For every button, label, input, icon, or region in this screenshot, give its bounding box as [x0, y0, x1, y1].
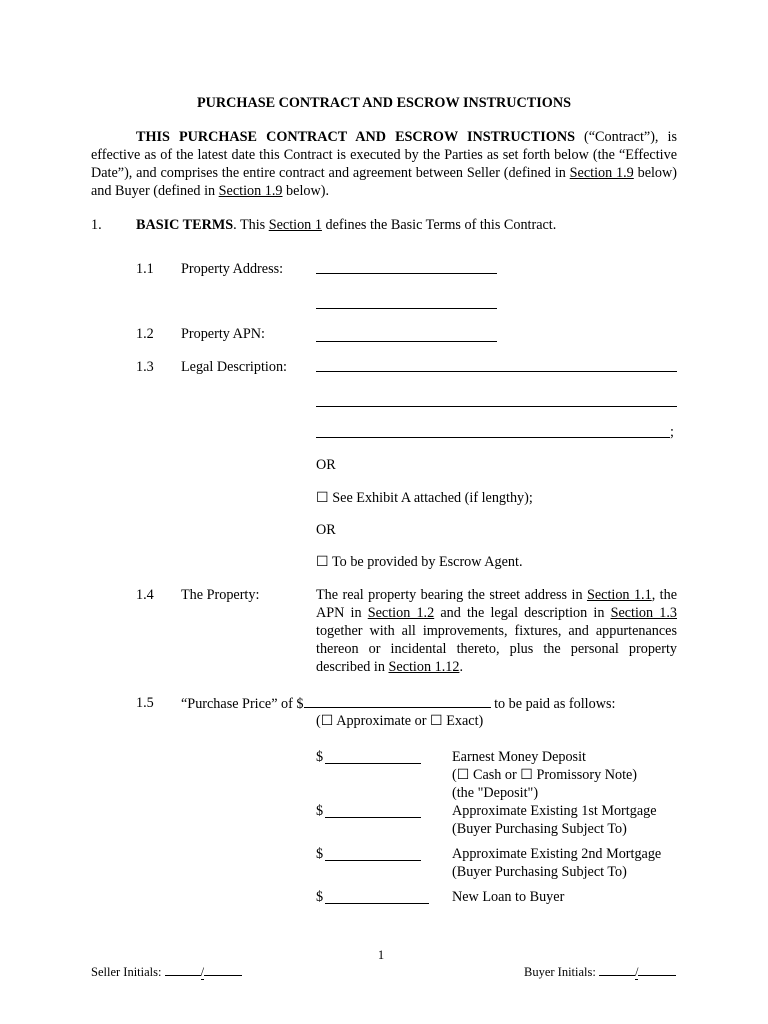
purchase-price-label: “Purchase Price” of $ — [181, 696, 304, 712]
payment-3-label-1: Approximate Existing 2nd Mortgage — [452, 846, 662, 862]
section-1-link[interactable]: Section 1 — [268, 217, 322, 233]
intro-link-section-1-9-a[interactable]: Section 1.9 — [569, 165, 634, 181]
seller-initials — [91, 962, 242, 981]
intro-paragraph — [91, 128, 677, 200]
item-1-4-label: The Property: — [181, 587, 260, 603]
property-link-section-1-12[interactable]: Section 1.12 — [388, 659, 460, 675]
buyer-initials-label: Buyer Initials: — [524, 965, 599, 979]
property-link-section-1-1[interactable]: Section 1.1 — [586, 587, 652, 603]
section-1-heading — [136, 216, 556, 234]
first-mortgage-amount-line[interactable] — [325, 817, 421, 818]
property-address-line-1[interactable] — [316, 273, 497, 274]
new-loan-amount-line[interactable] — [325, 903, 429, 904]
earnest-money-amount-line[interactable] — [325, 763, 421, 764]
payment-dollar-2: $ — [316, 803, 324, 819]
buyer-initials-blank-2[interactable] — [638, 962, 676, 976]
escrow-agent-checkbox-option[interactable]: ☐ To be provided by Escrow Agent. — [316, 554, 523, 570]
payment-3-label-2: (Buyer Purchasing Subject To) — [452, 864, 627, 880]
item-1-4-number: 1.4 — [136, 587, 154, 603]
or-label-2: OR — [316, 522, 336, 538]
seller-initials-blank-2[interactable] — [204, 962, 242, 976]
purchase-price-options[interactable]: (☐ Approximate or ☐ Exact) — [316, 713, 484, 729]
legal-description-line-3[interactable] — [316, 437, 670, 438]
property-text-4: together with all improvements, fixtures, and appurtenances thereon or incidental thereto, plus the personal property described in — [316, 623, 677, 675]
intro-bold: THIS PURCHASE CONTRACT AND ESCROW INSTRUCTIONS — [136, 129, 575, 145]
exhibit-a-checkbox-option[interactable]: ☐ See Exhibit A attached (if lengthy); — [316, 490, 533, 506]
property-link-section-1-3[interactable]: Section 1.3 — [610, 605, 678, 621]
property-text-1: The real property bearing the street address in — [316, 587, 587, 603]
item-1-1-number: 1.1 — [136, 261, 154, 277]
item-1-2-number: 1.2 — [136, 326, 154, 342]
intro-text-1: (“Contract”), is effective as of the latest date this Contract is executed by the Parties as set forth below (the “Effective Date”), and comprises the entire contract and agreement between Seller (defined in — [91, 129, 677, 181]
payment-2-label-2: (Buyer Purchasing Subject To) — [452, 821, 627, 837]
purchase-price-blank[interactable] — [304, 694, 491, 708]
or-label-1: OR — [316, 457, 336, 473]
section-1-title: BASIC TERMS — [136, 217, 234, 233]
property-description-paragraph — [316, 586, 677, 676]
purchase-price-after: to be paid as follows: — [490, 696, 616, 712]
seller-initials-slash: / — [200, 965, 205, 979]
purchase-price-row — [181, 694, 615, 713]
payment-dollar-1: $ — [316, 749, 324, 765]
payment-4-label-1: New Loan to Buyer — [452, 889, 565, 905]
payment-dollar-3: $ — [316, 846, 324, 862]
payment-dollar-4: $ — [316, 889, 324, 905]
legal-description-line-2[interactable] — [316, 406, 677, 407]
legal-description-semicolon: ; — [670, 424, 674, 440]
intro-text-2: below) and Buyer (defined in — [91, 165, 677, 199]
intro-link-section-1-9-b[interactable]: Section 1.9 — [218, 183, 283, 199]
section-1-text-2: defines the Basic Terms of this Contract. — [321, 217, 557, 233]
item-1-1-label: Property Address: — [181, 261, 284, 277]
section-1-number: 1. — [91, 217, 102, 233]
property-apn-line[interactable] — [316, 341, 497, 342]
item-1-3-number: 1.3 — [136, 359, 154, 375]
payment-1-label-1: Earnest Money Deposit — [452, 749, 586, 765]
property-text-2: , the APN in — [316, 587, 677, 621]
item-1-3-label: Legal Description: — [181, 359, 287, 375]
page-number: 1 — [377, 948, 385, 962]
payment-1-label-3: (the "Deposit") — [452, 785, 539, 801]
seller-initials-blank-1[interactable] — [165, 962, 201, 976]
buyer-initials-slash: / — [635, 965, 639, 979]
legal-description-line-1[interactable] — [316, 371, 677, 372]
intro-text-3: below). — [282, 183, 329, 199]
document-title: PURCHASE CONTRACT AND ESCROW INSTRUCTIONS — [197, 95, 571, 111]
property-address-line-2[interactable] — [316, 308, 497, 309]
section-1-text-1: . This — [233, 217, 269, 233]
seller-initials-label: Seller Initials: — [91, 965, 165, 979]
payment-2-label-1: Approximate Existing 1st Mortgage — [452, 803, 657, 819]
property-text-5: . — [459, 659, 463, 675]
item-1-5-number: 1.5 — [136, 695, 154, 711]
second-mortgage-amount-line[interactable] — [325, 860, 421, 861]
property-link-section-1-2[interactable]: Section 1.2 — [367, 605, 435, 621]
buyer-initials-blank-1[interactable] — [599, 962, 635, 976]
payment-1-label-2[interactable]: (☐ Cash or ☐ Promissory Note) — [452, 767, 638, 783]
buyer-initials — [524, 962, 676, 981]
item-1-2-label: Property APN: — [181, 326, 265, 342]
property-text-3: and the legal description in — [434, 605, 611, 621]
